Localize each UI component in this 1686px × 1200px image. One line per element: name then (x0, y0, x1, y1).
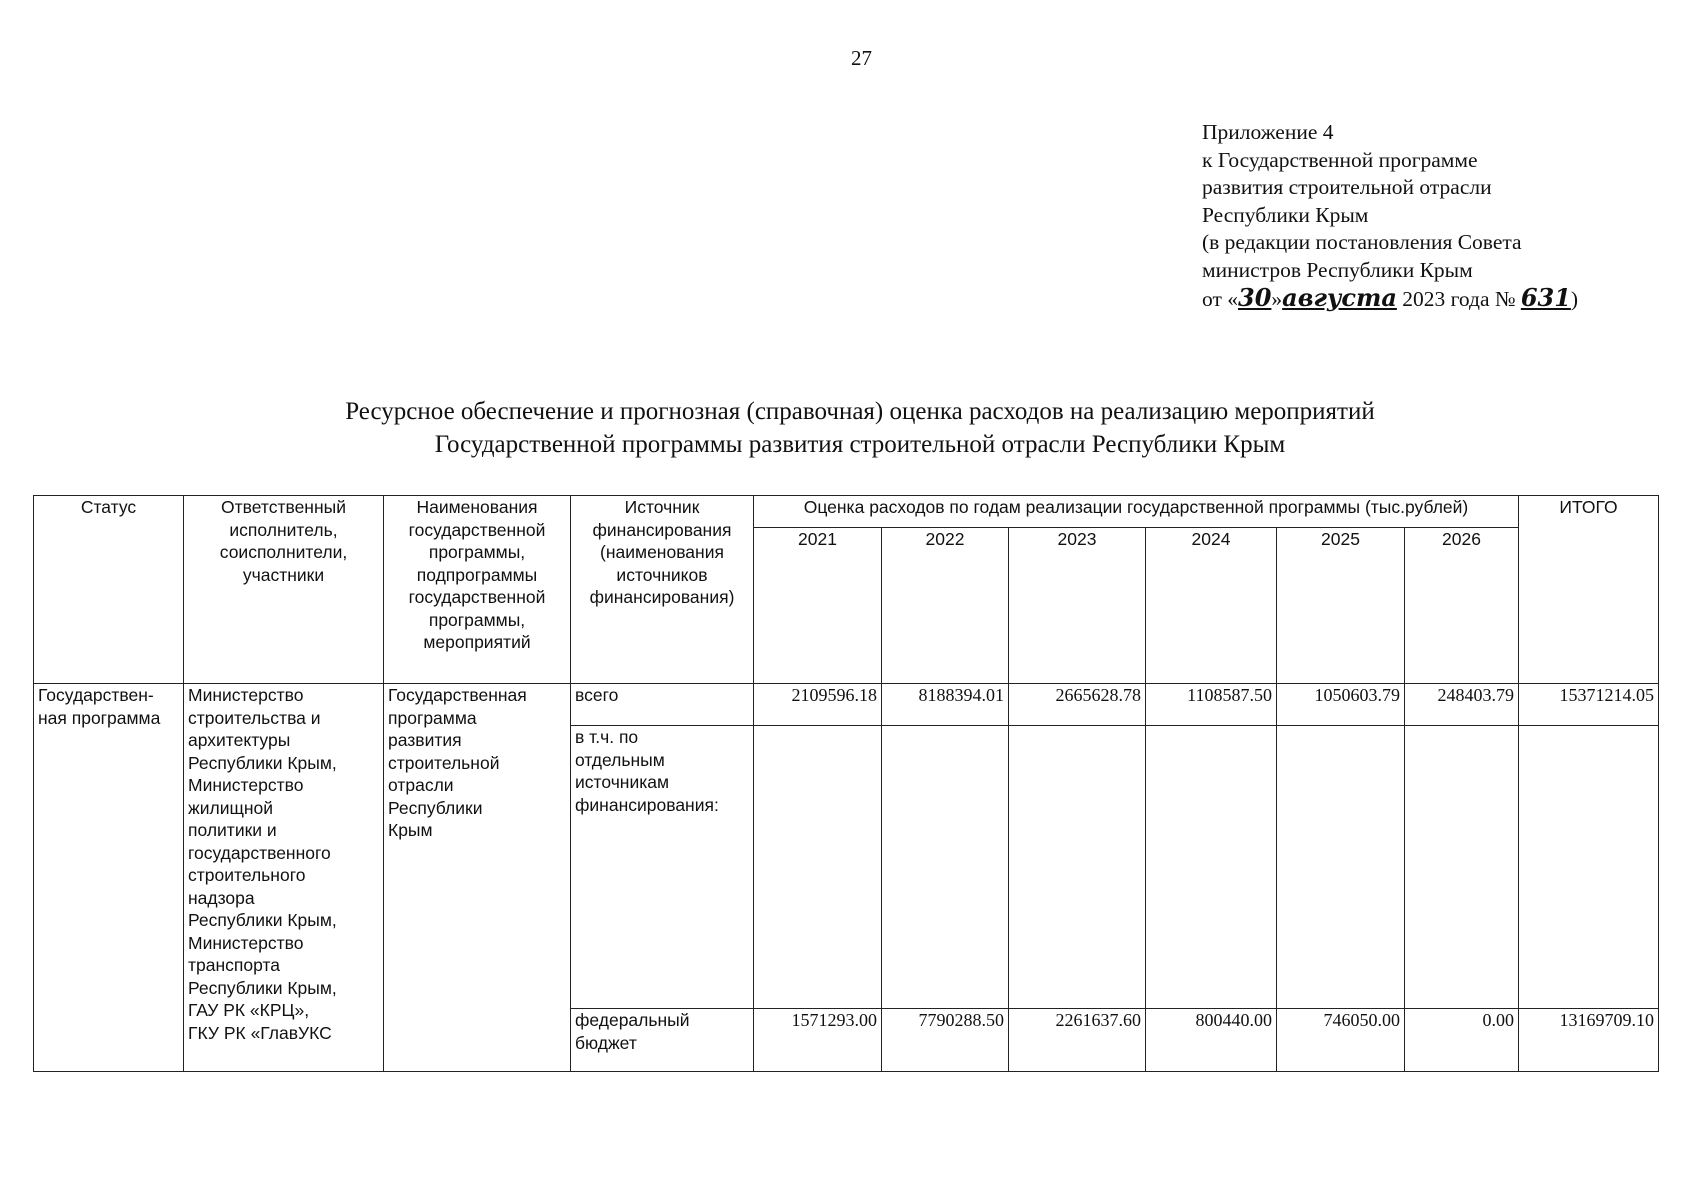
header-year: 2024 (1146, 528, 1277, 684)
empty-cell (1277, 726, 1405, 1009)
program-name-cell (384, 684, 571, 1072)
source-cell: всего (571, 684, 754, 726)
value-cell: 2261637.60 (1009, 1009, 1146, 1072)
empty-cell (1405, 726, 1519, 1009)
header-year: 2026 (1405, 528, 1519, 684)
resource-table (33, 495, 1659, 1072)
executor-line: транспорта (188, 955, 281, 975)
empty-cell (754, 726, 882, 1009)
quote-close: » (1271, 287, 1283, 311)
value-cell: 1571293.00 (754, 1009, 882, 1072)
total-cell: 15371214.05 (1519, 684, 1659, 726)
executor-line: Республики Крым, (188, 977, 337, 998)
header-total: ИТОГО (1519, 496, 1659, 684)
source-line: финансирования: (575, 794, 719, 815)
executor-line: жилищной (188, 797, 274, 818)
executor-line: строительного (188, 865, 306, 885)
close-paren: ) (1570, 287, 1579, 311)
empty-cell (1519, 726, 1659, 1009)
appendix-line: Приложение 4 (1202, 120, 1334, 144)
value-cell: 248403.79 (1405, 684, 1519, 726)
header-estimate: Оценка расходов по годам реализации государственной программы (тыс.рублей) (754, 496, 1519, 528)
handwritten-number: 631 (1520, 283, 1571, 312)
empty-cell (882, 726, 1009, 1009)
source-cell (571, 1009, 754, 1072)
executor-line: Республики Крым, (188, 752, 337, 773)
header-status: Статус (34, 496, 184, 684)
appendix-line: к Государственной программе (1202, 147, 1478, 172)
appendix-date-line (1202, 284, 1632, 314)
source-line: в т.ч. по (575, 727, 639, 747)
source-line: отдельным (575, 749, 665, 770)
title-line-2: Государственной программы развития строительной отрасли Республики Крым (434, 431, 1286, 458)
header-year: 2025 (1277, 528, 1405, 684)
executor-line: Республики Крым, (188, 910, 337, 930)
executor-cell (184, 684, 384, 1072)
value-cell: 1108587.50 (1146, 684, 1277, 726)
appendix-line: Республики Крым (1202, 202, 1369, 227)
appendix-line: (в редакции постановления Совета (1202, 230, 1522, 254)
source-line: бюджет (575, 1032, 637, 1053)
appendix-line: министров Республики Крым (1202, 257, 1473, 282)
program-name-line: развития (388, 730, 462, 750)
total-cell: 13169709.10 (1519, 1009, 1659, 1072)
empty-cell (1009, 726, 1146, 1009)
executor-line: Министерство (188, 932, 304, 953)
value-cell: 0.00 (1405, 1009, 1519, 1072)
header-year: 2022 (882, 528, 1009, 684)
value-cell: 7790288.50 (882, 1009, 1009, 1072)
program-name-line: программа (388, 707, 477, 728)
year-text: 2023 года № (1402, 287, 1516, 311)
source-line: федеральный (575, 1010, 690, 1030)
date-prefix: от « (1202, 287, 1238, 311)
appendix-block (1202, 119, 1632, 314)
value-cell: 800440.00 (1146, 1009, 1277, 1072)
value-cell: 2109596.18 (754, 684, 882, 726)
document-title (0, 395, 1686, 461)
executor-line: надзора (188, 887, 255, 908)
handwritten-day: 30 (1238, 283, 1272, 312)
header-year: 2023 (1009, 528, 1146, 684)
executor-line: государственного (188, 842, 331, 863)
header-executor: Ответственный исполнитель, соисполнители, участники (184, 496, 384, 684)
page-number: 27 (851, 46, 872, 70)
appendix-line: развития строительной отрасли (1202, 175, 1492, 199)
value-cell: 1050603.79 (1277, 684, 1405, 726)
executor-line: политики и (188, 820, 277, 840)
program-name-line: Крым (388, 820, 433, 840)
program-name-line: Республики (388, 797, 483, 818)
program-name-line: строительной (388, 752, 500, 773)
header-year: 2021 (754, 528, 882, 684)
executor-line: строительства и (188, 707, 321, 728)
value-cell: 2665628.78 (1009, 684, 1146, 726)
status-cell: Государствен-ная программа (34, 684, 184, 1072)
title-line-1: Ресурсное обеспечение и прогнозная (справочная) оценка расходов на реализацию мероприятий (345, 398, 1375, 425)
empty-cell (1146, 726, 1277, 1009)
program-name-line: отрасли (388, 775, 454, 795)
executor-line: ГКУ РК «ГлавУКС (188, 1022, 332, 1043)
executor-line: Министерство (188, 685, 304, 705)
header-source: Источник финансирования (наименования источников финансирования) (571, 496, 754, 684)
executor-line: Министерство (188, 775, 304, 795)
executor-line: архитектуры (188, 730, 291, 750)
value-cell: 746050.00 (1277, 1009, 1405, 1072)
executor-line: ГАУ РК «КРЦ», (188, 1000, 310, 1020)
value-cell: 8188394.01 (882, 684, 1009, 726)
source-line: источникам (575, 772, 670, 792)
source-cell (571, 726, 754, 1009)
program-name-line: Государственная (388, 685, 527, 705)
header-program-name: Наименования государственной программы, подпрограммы государственной программы, мероприятий (384, 496, 571, 684)
handwritten-month: августа (1282, 283, 1397, 312)
